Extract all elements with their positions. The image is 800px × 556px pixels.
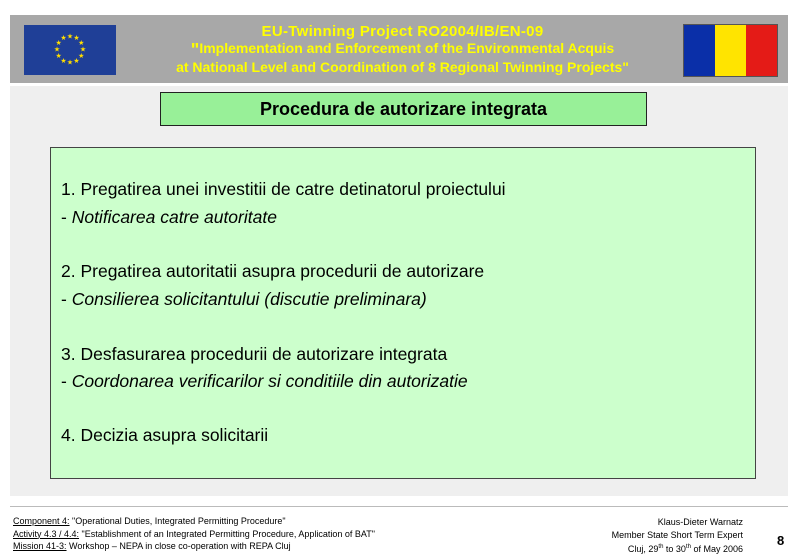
svg-text:★: ★ xyxy=(66,32,74,41)
author-role: Member State Short Term Expert xyxy=(611,529,743,540)
svg-text:★: ★ xyxy=(66,58,74,67)
author-name: Klaus-Dieter Warnatz xyxy=(657,517,743,527)
project-subtitle-line2: at National Level and Coordination of 8 Regional Twinning Projects" xyxy=(176,59,629,75)
item-3-heading: 3. Desfasurarea procedurii de autorizare integrata xyxy=(61,344,448,364)
svg-text:★: ★ xyxy=(73,34,80,43)
footer-component-line: Component 4: "Operational Duties, Integrated Permitting Procedure" xyxy=(13,516,286,526)
romania-flag-icon xyxy=(683,24,778,77)
svg-text:★: ★ xyxy=(60,56,67,65)
flag-stripe-yellow xyxy=(715,25,746,76)
content-box xyxy=(50,147,756,479)
svg-text:★: ★ xyxy=(78,39,85,47)
page-number: 8 xyxy=(777,533,785,548)
quote-mark: " xyxy=(190,40,200,60)
eu-flag-icon xyxy=(24,25,116,75)
item-4-heading: 4. Decizia asupra solicitarii xyxy=(61,425,269,445)
item-3-sub: - Coordonarea verificarilor si conditiile din autorizatie xyxy=(61,371,468,391)
svg-text:★: ★ xyxy=(79,45,87,54)
project-subtitle-line1: "Implementation and Enforcement of the Environmental Acquis xyxy=(190,40,615,60)
flag-stripe-blue xyxy=(684,25,715,76)
svg-text:★: ★ xyxy=(78,52,85,60)
footer-mission-line: Mission 41-3: Workshop – NEPA in close co-operation with REPA Cluj xyxy=(13,541,291,551)
footer-divider xyxy=(10,506,788,507)
item-1-sub: - Notificarea catre autoritate xyxy=(61,207,277,227)
footer-project-info xyxy=(13,515,375,553)
item-2-heading: 2. Pregatirea autoritatii asupra procedurii de autorizare xyxy=(61,261,485,281)
slide-title: Procedura de autorizare integrata xyxy=(160,92,647,126)
svg-text:★: ★ xyxy=(55,52,62,60)
event-date: Cluj, 29th to 30th of May 2006 xyxy=(627,544,743,554)
item-1-heading: 1. Pregatirea unei investitii de catre detinatorul proiectului xyxy=(61,179,506,199)
item-2-sub: - Consilierea solicitantului (discutie preliminara) xyxy=(61,289,427,309)
header-title-block xyxy=(130,23,675,76)
footer-author-info xyxy=(612,516,743,556)
svg-text:★: ★ xyxy=(53,45,61,54)
svg-text:★: ★ xyxy=(73,56,80,65)
footer-activity-line: Activity 4.3 / 4.4: "Establishment of an Integrated Permitting Procedure, Application of BAT" xyxy=(13,528,375,539)
project-title: EU-Twinning Project RO2004/IB/EN-09 xyxy=(261,23,544,40)
svg-text:★: ★ xyxy=(55,39,62,47)
svg-text:★: ★ xyxy=(60,34,67,43)
header-bar xyxy=(10,15,788,83)
flag-stripe-red xyxy=(746,25,777,76)
eu-stars xyxy=(24,25,116,75)
